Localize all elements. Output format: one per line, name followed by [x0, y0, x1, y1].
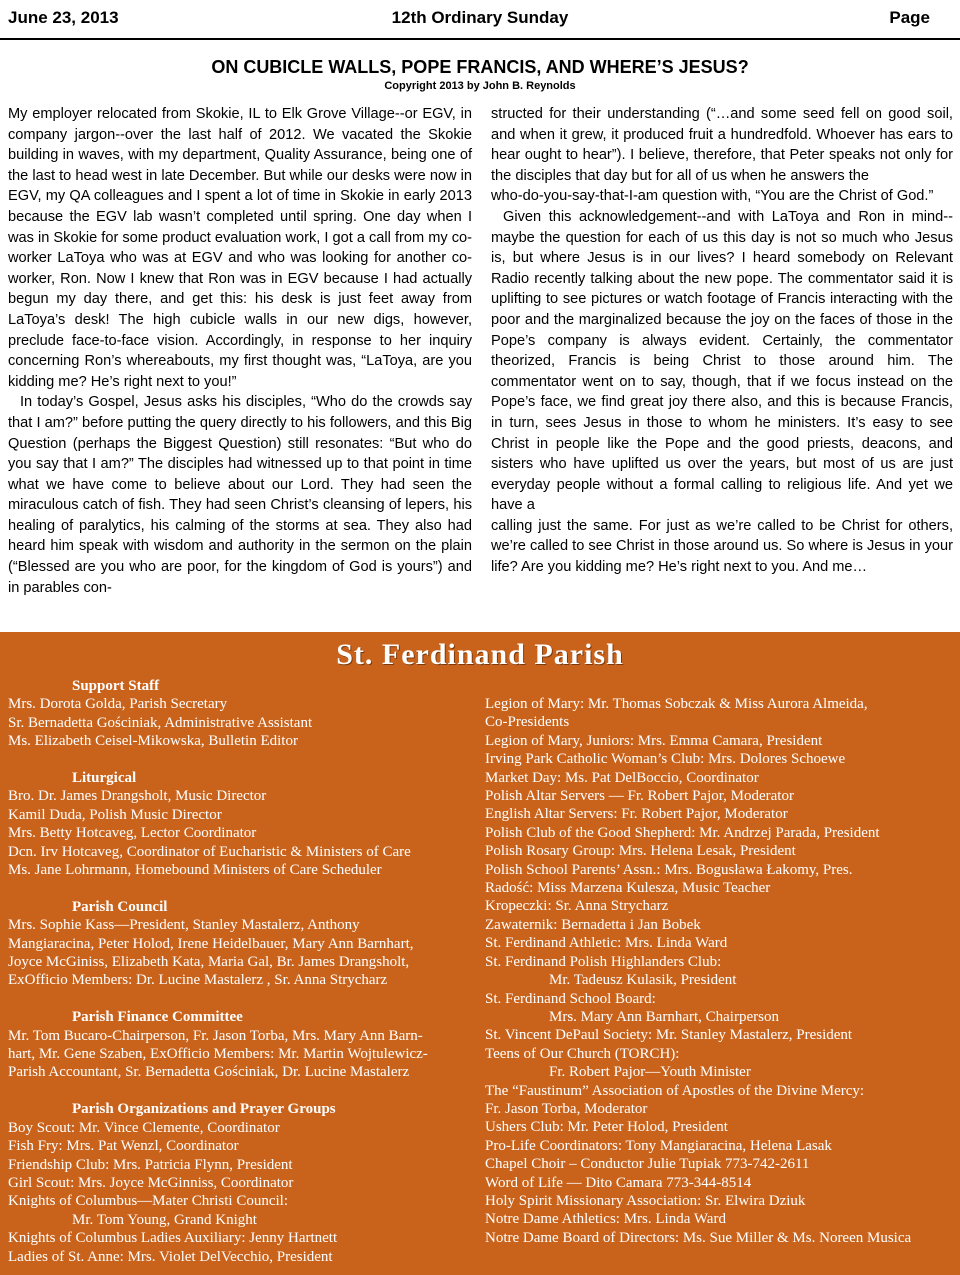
directory-line: Notre Dame Board of Directors: Ms. Sue Miller & Ms. Noreen Musica: [485, 1229, 912, 1246]
section-heading: Parish Council: [72, 898, 168, 915]
directory-line: Knights of Columbus—Mater Christi Council:: [8, 1193, 288, 1210]
directory-line: ExOfficio Members: Dr. Lucine Mastalerz , Sr. Anna Strycharz: [8, 972, 388, 989]
article-paragraph: who-do-you-say-that-I-am question with, “You are the Christ of God.”: [491, 188, 934, 205]
directory-line: Co-Presidents: [485, 714, 570, 731]
bulletin-header: [0, 0, 960, 38]
directory-line: Mrs. Mary Ann Barnhart, Chairperson: [549, 1008, 779, 1025]
section-heading: Parish Finance Committee: [72, 1009, 243, 1026]
directory-line: Mrs. Dorota Golda, Parish Secretary: [8, 696, 228, 713]
directory-line: Market Day: Ms. Pat DelBoccio, Coordinator: [485, 769, 759, 786]
directory-line: Ms. Elizabeth Ceisel-Mikowska, Bulletin Editor: [8, 733, 298, 750]
section-heading: Parish Organizations and Prayer Groups: [72, 1101, 336, 1118]
directory-line: Zawaternik: Bernadetta i Jan Bobek: [485, 916, 701, 933]
directory-line: Polish Club of the Good Shepherd: Mr. Andrzej Parada, President: [485, 824, 880, 841]
directory-line: English Altar Servers: Fr. Robert Pajor, Moderator: [485, 806, 788, 823]
directory-line: Polish Altar Servers — Fr. Robert Pajor, Moderator: [485, 788, 794, 805]
article-paragraph: structed for their understanding (“…and some seed fell on good soil, and when it grew, it produced fruit a hundredfold. Whoever has ears to hear ought to hear”). I believe, therefore, that Peter speaks not only for the disciples that day but for all of us when he answers the: [491, 106, 953, 184]
page-label: Page: [889, 8, 930, 27]
directory-line: Mr. Tadeusz Kulasik, President: [549, 972, 737, 989]
directory-line: Legion of Mary, Juniors: Mrs. Emma Camara, President: [485, 732, 823, 749]
directory-line: Mrs. Sophie Kass—President, Stanley Mastalerz, Anthony: [8, 917, 360, 934]
directory-line: St. Ferdinand Polish Highlanders Club:: [485, 953, 722, 970]
directory-line: Notre Dame Athletics: Mrs. Linda Ward: [485, 1211, 726, 1228]
article-column-left: [8, 104, 472, 598]
section-heading: Support Staff: [72, 678, 160, 694]
article-paragraph: calling just the same. For just as we’re called to be Christ for others, we’re called to see Christ in those around us. So where is Jesus in your life? Are you kidding me? He’s right next to you. And me…: [491, 517, 953, 576]
directory-line: Kropeczki: Sr. Anna Strycharz: [485, 898, 669, 915]
directory-line: Pro-Life Coordinators: Tony Mangiaracina, Helena Lasak: [485, 1137, 832, 1154]
directory-line: Mrs. Betty Hotcaveg, Lector Coordinator: [8, 825, 257, 842]
bulletin-date: June 23, 2013: [8, 8, 119, 27]
parish-directory: [0, 632, 960, 1275]
directory-line: Holy Spirit Missionary Association: Sr. Elwira Dziuk: [485, 1192, 806, 1209]
directory-line: Sr. Bernadetta Gościniak, Administrative Assistant: [8, 714, 313, 731]
directory-line: Boy Scout: Mr. Vince Clemente, Coordinator: [8, 1119, 280, 1136]
directory-line: Friendship Club: Mrs. Patricia Flynn, President: [8, 1156, 293, 1173]
directory-line: Word of Life — Dito Camara 773-344-8514: [485, 1174, 752, 1191]
directory-line: Legion of Mary: Mr. Thomas Sobczak & Miss Aurora Almeida,: [485, 696, 868, 712]
directory-line: Chapel Choir – Conductor Julie Tupiak 773-742-2611: [485, 1156, 810, 1173]
directory-column-right: [485, 695, 955, 1247]
directory-line: Fr. Robert Pajor—Youth Minister: [549, 1064, 751, 1081]
directory-line: Joyce McGiniss, Elizabeth Kata, Maria Gal, Br. James Drangsholt,: [8, 954, 410, 971]
directory-line: Polish School Parents’ Assn.: Mrs. Bogusława Łakomy, Pres.: [485, 861, 853, 878]
directory-line: St. Vincent DePaul Society: Mr. Stanley Mastalerz, President: [485, 1027, 853, 1044]
section-heading: Liturgical: [72, 770, 137, 787]
directory-line: Kamil Duda, Polish Music Director: [8, 806, 222, 823]
parish-title: St. Ferdinand Parish: [336, 638, 624, 671]
directory-line: Mangiaracina, Peter Holod, Irene Heidelbauer, Mary Ann Barnhart,: [8, 935, 414, 952]
directory-line: Mr. Tom Bucaro-Chairperson, Fr. Jason Torba, Mrs. Mary Ann Barn-: [8, 1027, 423, 1044]
directory-line: Ladies of St. Anne: Mrs. Violet DelVecchio, President: [8, 1248, 333, 1265]
directory-line: Mr. Tom Young, Grand Knight: [72, 1211, 257, 1228]
directory-line: Girl Scout: Mrs. Joyce McGinniss, Coordinator: [8, 1174, 294, 1191]
directory-column-left: [8, 677, 473, 1266]
directory-line: Parish Accountant, Sr. Bernadetta Gościniak, Dr. Lucine Mastalerz: [8, 1064, 410, 1081]
article-column-right: [491, 104, 953, 578]
directory-line: Fr. Jason Torba, Moderator: [485, 1100, 648, 1117]
directory-line: hart, Mr. Gene Szaben, ExOfficio Members: Mr. Martin Wojtulewicz-: [8, 1046, 428, 1063]
article-paragraph: My employer relocated from Skokie, IL to Elk Grove Village--or EGV, in company jargon--over the last half of 2012. We vacated the Skokie building in waves, with my department, Quality Assurance, being one of the last to head west in late December. But while our desks were now in EGV, my QA colleagues and I spent a lot of time in Skokie in early 2013 because the EGV lab wasn’t completed until spring. One day when I was in Skokie for some product evaluation work, I got a call from my co-worker LaToya who was at EGV and who was looking for another co-worker, Ron. Now I knew that Ron was in EGV because I had actually begun my day there, and get this: his desk is just feet away from LaToya’s desk! The high cubicle walls in our new digs, however, preclude face-to-face vision. Accordingly, in response to her inquiry concerning Ron’s whereabouts, my first thought was, “LaToya, are you kidding me? He’s right next to you!”: [8, 106, 472, 390]
header-divider: [0, 38, 960, 40]
article-paragraph: Given this acknowledgement--and with LaToya and Ron in mind--maybe the question for each of us this day is not so much who Jesus is, but where Jesus is in our lives? I heard somebody on Relevant Radio recently talking about the new pope. The commentator said it is uplifting to see pictures or watch footage of Francis interacting with the poor and the marginalized because the joy on the faces of those in the Pope’s company is always evident. Certainly, the commentator theorized, Francis is being Christ to those around him. The commentator went on to say, though, that if we focus instead on the Pope’s face, we find great joy there also, and this is because Francis, in turn, sees Jesus in those to whom he ministers. It’s easy to see Christ in people like the Pope and the good priests, deacons, and sisters who have uplifted us over the years, but most of us are just everyday people without a formal calling to religious life. And yet we have a: [491, 208, 953, 514]
directory-line: Fish Fry: Mrs. Pat Wenzl, Coordinator: [8, 1138, 239, 1155]
liturgical-sunday: 12th Ordinary Sunday: [391, 8, 569, 27]
directory-line: Dcn. Irv Hotcaveg, Coordinator of Eucharistic & Ministers of Care: [8, 843, 411, 860]
directory-line: St. Ferdinand School Board:: [485, 990, 656, 1007]
directory-line: Ushers Club: Mr. Peter Holod, President: [485, 1119, 728, 1136]
directory-line: Irving Park Catholic Woman’s Club: Mrs. Dolores Schoewe: [485, 751, 846, 768]
article-copyright: Copyright 2013 by John B. Reynolds: [384, 80, 576, 92]
directory-line: Knights of Columbus Ladies Auxiliary: Jenny Hartnett: [8, 1230, 338, 1247]
directory-line: Bro. Dr. James Drangsholt, Music Director: [8, 788, 267, 805]
article-paragraph: In today’s Gospel, Jesus asks his disciples, “Who do the crowds say that I am?” before putting the query directly to his followers, and this Big Question (perhaps the Biggest Question) still resonates: “But who do you say that I am?” The disciples had witnessed up to that point in time what we have come to believe about our Lord. They had seen the miraculous catch of fish. They had seen Christ’s cleansing of lepers, his healing of paralytics, his calming of the storms at sea. They also had heard him speak with wisdom and authority in the sermon on the plain (“Blessed are you who are poor, for the kingdom of God is yours”) and in parables con-: [8, 394, 472, 596]
article-title: ON CUBICLE WALLS, POPE FRANCIS, AND WHERE’S JESUS?: [211, 57, 749, 77]
directory-line: The “Faustinum” Association of Apostles of the Divine Mercy:: [485, 1082, 865, 1099]
directory-line: Polish Rosary Group: Mrs. Helena Lesak, President: [485, 843, 796, 860]
directory-line: Radość: Miss Marzena Kulesza, Music Teacher: [485, 880, 771, 897]
directory-line: St. Ferdinand Athletic: Mrs. Linda Ward: [485, 935, 728, 952]
directory-line: Teens of Our Church (TORCH):: [485, 1045, 680, 1062]
directory-line: Ms. Jane Lohrmann, Homebound Ministers of Care Scheduler: [8, 862, 382, 879]
